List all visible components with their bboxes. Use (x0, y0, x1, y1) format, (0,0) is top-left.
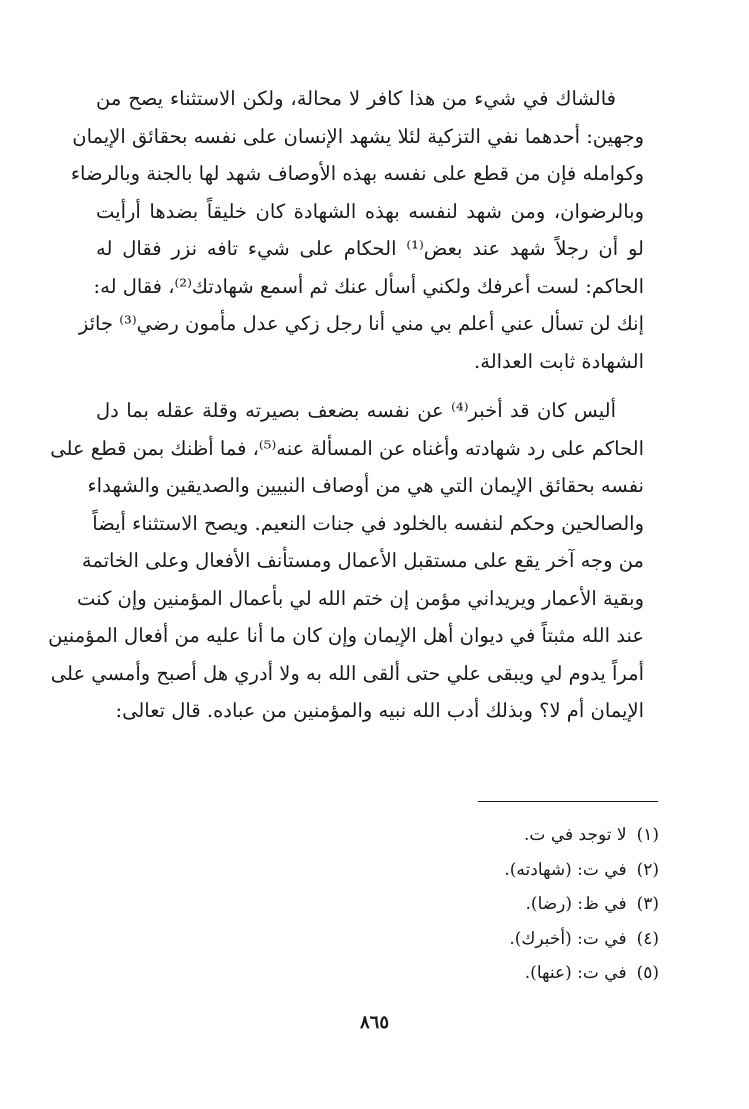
text-line: أليس كان قد أخبر⁽⁴⁾ عن نفسه بضعف بصيرته وقلة عقله بما دل (96, 399, 617, 422)
footnote-item (259, 887, 659, 922)
text-line: وكوامله فإن من قطع على نفسه بهذه الأوصاف شهد لها بالجنة وبالرضاء (70, 162, 644, 185)
footnote-text: في ت: (عنها). (524, 963, 627, 983)
footnote-separator (478, 801, 658, 802)
footnote-text: في ت: (أخبرك). (509, 928, 627, 949)
footnote-item (259, 956, 659, 991)
text-line: والصالحين وحكم لنفسه بالخلود في جنات النعيم. ويصح الاستثناء أيضاً (92, 511, 644, 535)
footnote-item (259, 853, 659, 888)
paragraph-1 (70, 80, 644, 380)
text-line: وبقية الأعمار ويريداني مؤمن إن ختم الله لي بأعمال المؤمنين وإن كنت (77, 586, 644, 610)
page-number: ٨٦٥ (359, 1012, 389, 1033)
text-line: الحاكم: لست أعرفك ولكني أسأل عنك ثم أسمع شهادتك⁽²⁾، فقال له: (93, 274, 644, 298)
footnote-text: لا توجد في ت. (524, 825, 627, 845)
footnote-item (259, 818, 659, 853)
footnote-number: (١) (636, 825, 659, 845)
text-line: إنك لن تسأل عني أعلم بي مني أنا رجل زكي عدل مأمون رضي⁽³⁾ جائز (78, 312, 644, 335)
text-line: وبالرضوان، ومن شهد لنفسه بهذه الشهادة كان خليقاً بضدها أرأيت (96, 199, 644, 223)
paragraph-2 (48, 392, 644, 730)
text-line: الإيمان أم لا؟ وبذلك أدب الله نبيه والمؤمنين من عباده. قال تعالى: (115, 699, 644, 722)
text-line: نفسه بحقائق الإيمان التي هي من أوصاف النبيين والصديقين والشهداء (87, 474, 644, 497)
footnote-number: (٣) (636, 894, 659, 914)
footnote-number: (٥) (636, 963, 659, 983)
footnotes (259, 818, 659, 991)
footnote-number: (٤) (636, 928, 659, 949)
text-line: عند الله مثبتاً في ديوان أهل الإيمان وإن كان ما أنا عليه من أفعال المؤمنين (48, 624, 644, 647)
text-line: الشهادة ثابت العدالة. (474, 349, 644, 373)
text-line: الحاكم على رد شهادته وأغناه عن المسألة عنه⁽⁵⁾، فما أظنك بمن قطع على (50, 436, 644, 460)
text-line: فالشاك في شيء من هذا كافر لا محالة، ولكن الاستثناء يصح من (96, 87, 616, 110)
footnote-text: في ت: (شهادته). (504, 859, 627, 880)
text-line: من وجه آخر يقع على مستقبل الأعمال ومستأنف الأفعال وعلى الخاتمة (81, 549, 644, 572)
text-line: أمراً يدوم لي ويبقى علي حتى ألقى الله به ولا أدري هل أصبح وأمسي على (50, 661, 644, 685)
footnote-text: في ظ: (رضا). (525, 894, 627, 914)
footnote-item (259, 922, 659, 957)
text-line: لو أن رجلاً شهد عند بعض⁽¹⁾ الحكام على شيء تافه نزر فقال له (96, 237, 644, 260)
text-line: وجهين: أحدهما نفي التزكية لئلا يشهد الإنسان على نفسه بحقائق الإيمان (72, 124, 644, 148)
footnote-number: (٢) (636, 859, 659, 880)
